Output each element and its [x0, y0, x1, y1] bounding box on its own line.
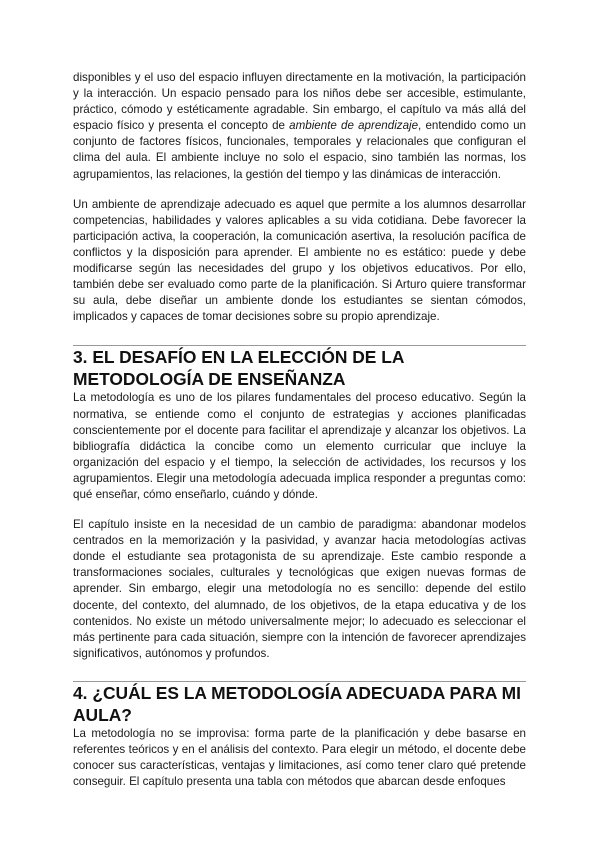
- paragraph-text: , entendido como un conjunto de factores físicos, funcionales, temporales y relacionales que configuran el clima del aula. El ambiente incluye no solo el espacio, sino también las normas, los agrupamientos, las relaciones, la gestión del tiempo y las dinámicas de interacción.: [73, 119, 526, 181]
- emphasized-term: ambiente de aprendizaje: [289, 119, 419, 133]
- page-content: [73, 70, 526, 790]
- section-heading-3: 3. EL DESAFÍO EN LA ELECCIÓN DE LA METODOLOGÍA DE ENSEÑANZA: [73, 347, 404, 390]
- paragraph-methodology: La metodología es uno de los pilares fundamentales del proceso educativo. Según la normativa, se entiende como el conjunto de estrategias y acciones planificadas conscientemente por el docente para facilitar el aprendizaje y alcanzar los objetivos. La bibliografía didáctica la concibe como un elemento curricular que incluye la organización del espacio y el tiempo, la selección de actividades, los recursos y los agrupamientos. Elegir una metodología adecuada implica responder a preguntas como: qué enseñar, cómo enseñarlo, cuándo y dónde.: [73, 391, 526, 501]
- paragraph-adequate-environment: Un ambiente de aprendizaje adecuado es aquel que permite a los alumnos desarrollar competencias, habilidades y valores aplicables a su vida cotidiana. Debe favorecer la participación activa, la cooperación, la comunicación asertiva, la resolución pacífica de conflictos y la disposición para aprender. El ambiente no es estático: puede y debe modificarse según las necesidades del grupo y los objetivos educativos. Por ello, también debe ser evaluado como parte de la planificación. Si Arturo quiere transformar su aula, debe diseñar un ambiente donde los estudiantes se sientan cómodos, implicados y capaces de tomar decisiones sobre su propio aprendizaje.: [73, 197, 526, 324]
- paragraph-method-selection: La metodología no se improvisa: forma parte de la planificación y debe basarse en referentes teóricos y en el análisis del contexto. Para elegir un método, el docente debe conocer sus características, ventajas y limitaciones, así como tener claro qué pretende conseguir. El capítulo presenta una tabla con métodos que abarcan desde enfoques: [73, 726, 526, 789]
- paragraph-text: disponibles y el uso del espacio influyen directamente en la motivación, la participación y la interacción. Un espacio pensado para los niños debe ser accesible, estimulante, práctico, cómodo y estéticamente agradable. Sin embargo, el capítulo va más allá del espacio físico y presenta el concepto de: [73, 71, 526, 133]
- paragraph-learning-environment: [73, 70, 526, 183]
- section-heading-4: 4. ¿CUÁL ES LA METODOLOGÍA ADECUADA PARA MI AULA?: [73, 682, 521, 725]
- paragraph-paradigm-change: El capítulo insiste en la necesidad de un cambio de paradigma: abandonar modelos centrados en la memorización y la pasividad, y avanzar hacia metodologías activas donde el estudiante sea protagonista de su aprendizaje. Este cambio responde a transformaciones sociales, culturales y tecnológicas que exigen nuevas formas de aprender. Sin embargo, elegir una metodología no es sencillo: depende del estilo docente, del contexto, del alumnado, de los objetivos, de la etapa educativa y de los contenidos. No existe un método universalmente mejor; lo adecuado es seleccionar el más pertinente para cada situación, siempre con la intención de favorecer aprendizajes significativos, autónomos y profundos.: [73, 518, 526, 660]
